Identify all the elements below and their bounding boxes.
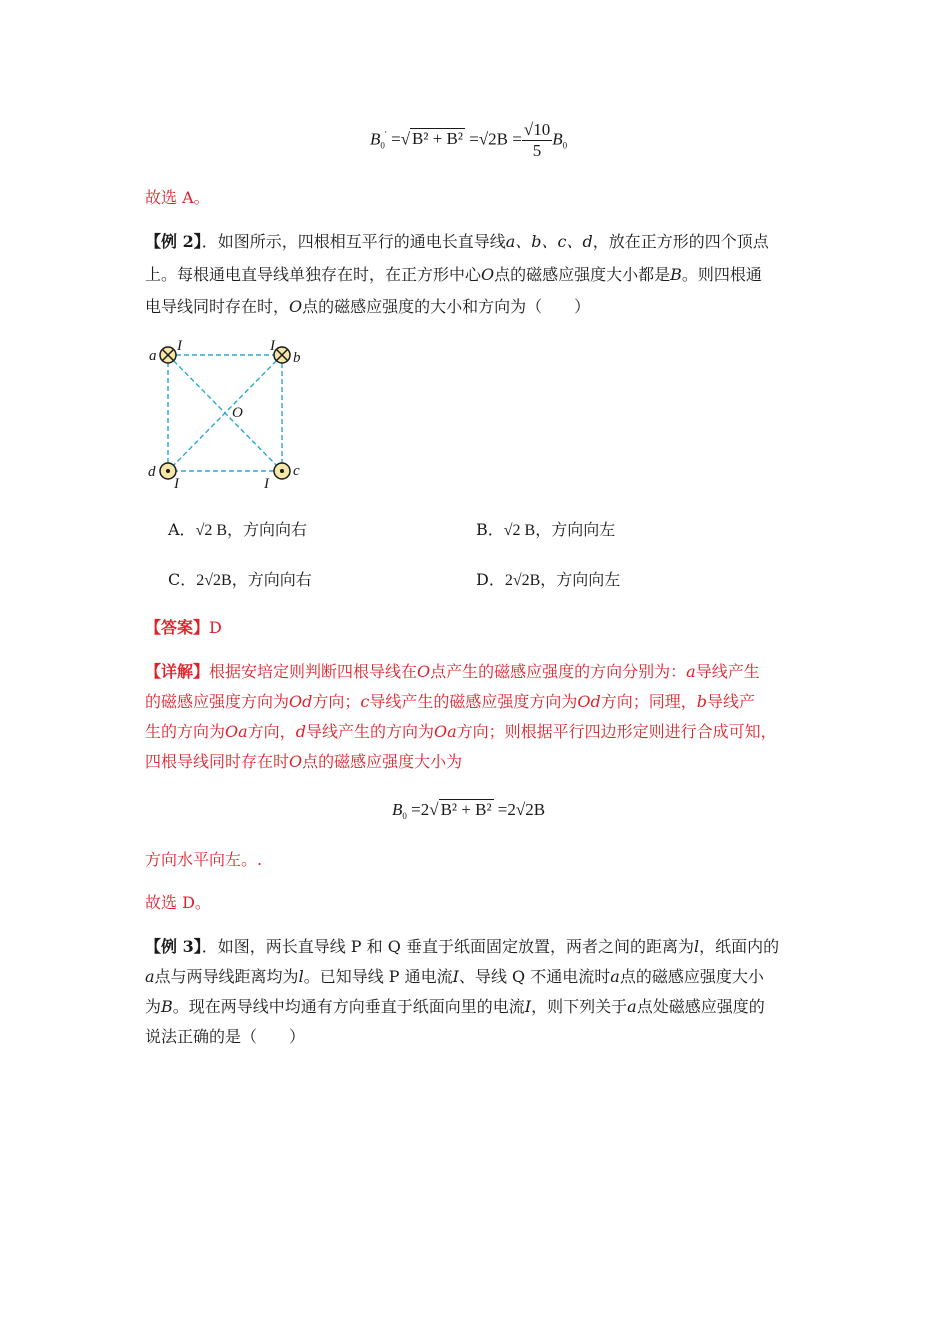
current-label-d: I	[174, 476, 179, 492]
detail-line1	[145, 662, 760, 682]
formula-prime: ′	[384, 129, 387, 140]
variable: l	[298, 967, 304, 986]
text: ．如图所示，四根相互平行的通电长直导线	[201, 232, 506, 251]
option-letter: B．	[476, 520, 504, 539]
corner-label-c: c	[293, 463, 300, 479]
variable: Oa	[225, 722, 248, 741]
current-label-b: I	[270, 338, 275, 354]
example3-line1	[145, 937, 779, 957]
text: ，纸面内的	[699, 937, 780, 956]
variable: b	[696, 692, 707, 711]
formula-eq: =2	[411, 800, 430, 819]
example2-line2	[145, 265, 762, 285]
text: 根据安培定则判断四根导线在	[209, 662, 418, 681]
select-answer-a: 故选 A。	[145, 188, 210, 207]
option-value: √2 B	[195, 522, 228, 539]
option-text: ，方向向右	[227, 520, 308, 539]
variable: O	[289, 297, 303, 316]
option-b[interactable]	[476, 520, 615, 541]
formula-subscript: 0	[562, 140, 568, 151]
wire-b-into-icon	[274, 347, 290, 363]
example3-line3	[145, 997, 765, 1017]
text: ，放在正方形的四个顶点	[592, 232, 769, 251]
select-answer-d: 故选 D。	[145, 893, 211, 912]
current-label-c: I	[264, 476, 269, 492]
variable: B	[670, 265, 682, 284]
option-text: ，方向向右	[231, 570, 312, 589]
detail-label: 【详解】	[145, 662, 210, 681]
text: 电导线同时存在时，	[145, 297, 290, 316]
radicand: B² + B²	[412, 129, 463, 149]
text: 点的磁感应强度的大小和方向为（ ）	[302, 297, 591, 316]
text: 点处磁感应强度的	[636, 997, 765, 1016]
variable: B	[161, 997, 173, 1016]
text: 点的磁感应强度大小	[619, 967, 764, 986]
option-value: 2√2B	[196, 572, 232, 589]
option-text: ，方向向左	[535, 520, 616, 539]
formula-b0-result	[370, 120, 567, 161]
equals-sign: =	[469, 129, 479, 149]
formula-eq: =2√2B	[497, 800, 546, 819]
text: ．如图，两长直导线 P 和 Q 垂直于纸面固定放置，两者之间的距离为	[201, 937, 694, 956]
variable: O	[481, 265, 495, 284]
corner-label-b: b	[293, 350, 301, 366]
text: 方向；	[312, 692, 361, 711]
option-text: ，方向向左	[540, 570, 621, 589]
option-d[interactable]	[476, 570, 620, 591]
option-value: 2√2B	[504, 572, 541, 589]
text: 点的磁感应强度大小为	[302, 752, 463, 771]
example3-line4: 说法正确的是（ ）	[145, 1027, 306, 1046]
text: 四根导线同时存在时	[145, 752, 290, 771]
example2-line1	[145, 232, 769, 252]
variable: a	[686, 662, 696, 681]
formula-symbol: B	[370, 129, 381, 149]
center-label-o: O	[232, 405, 243, 421]
detail-line4	[145, 752, 462, 772]
answer-line	[145, 618, 222, 638]
fraction	[522, 120, 552, 161]
wire-a-into-icon	[160, 347, 176, 363]
example3-line2	[145, 967, 764, 987]
variable: d	[295, 722, 306, 741]
variable: Od	[577, 692, 601, 711]
formula-symbol: B	[552, 129, 563, 149]
formula-symbol: B	[392, 800, 403, 819]
fraction-denominator: 5	[532, 141, 542, 160]
option-c[interactable]	[168, 570, 312, 591]
text: 生的方向为	[145, 722, 226, 741]
formula-subscript: 0	[402, 811, 407, 821]
text: 方向；则根据平行四边形定则进行合成可知，	[456, 722, 777, 741]
example2-line3	[145, 297, 590, 317]
text: 。则四根通	[681, 265, 762, 284]
variable: O	[289, 752, 303, 771]
detail-line2	[145, 692, 755, 712]
variable: a、b、c、d	[505, 232, 593, 251]
formula-b0-total	[392, 800, 545, 821]
wire-c-out-icon	[274, 463, 290, 479]
text: 方向；同理，	[600, 692, 697, 711]
text: 点与两导线距离均为	[154, 967, 299, 986]
variable: c	[360, 692, 370, 711]
text: 为	[145, 997, 162, 1016]
equals-sign: =√	[391, 129, 411, 149]
example-label: 【例 2】	[145, 232, 202, 251]
option-value: √2 B	[503, 522, 536, 539]
direction-line: 方向水平向左。.	[145, 850, 263, 869]
option-letter: C．	[168, 570, 197, 589]
corner-label-a: a	[149, 348, 157, 364]
option-letter: A．	[168, 520, 196, 539]
text: 点产生的磁感应强度的方向分别为：	[430, 662, 687, 681]
variable: a	[627, 997, 637, 1016]
variable: a	[610, 967, 620, 986]
answer-label: 【答案】	[145, 618, 210, 637]
fraction-numerator: √10	[523, 120, 551, 139]
variable: l	[693, 937, 700, 956]
text: 点的磁感应强度大小都是	[494, 265, 671, 284]
option-letter: D．	[476, 570, 505, 589]
formula-subscript: 0	[380, 140, 385, 151]
square-wires-diagram	[140, 335, 320, 495]
text: 导线产生的磁感应强度方向为	[369, 692, 578, 711]
radical-sign: √	[429, 800, 439, 819]
text: 。现在两导线中均通有方向垂直于纸面向里的电流	[172, 997, 525, 1016]
variable: Od	[289, 692, 313, 711]
answer-value: D	[209, 618, 222, 637]
text: ，则下列关于	[531, 997, 628, 1016]
text: 导线产生的方向为	[305, 722, 434, 741]
variable: Oa	[433, 722, 457, 741]
text: 上。每根通电直导线单独存在时，在正方形中心	[145, 265, 482, 284]
variable: I	[524, 997, 532, 1016]
equals-sign: =	[512, 129, 522, 149]
text: 的磁感应强度方向为	[145, 692, 290, 711]
text: 、导线 Q 不通电流时	[458, 967, 611, 986]
variable: O	[417, 662, 431, 681]
detail-line3	[145, 722, 777, 742]
radicand: B² + B²	[440, 800, 492, 819]
example-label: 【例 3】	[145, 937, 202, 956]
current-label-a: I	[177, 338, 182, 354]
text: 导线产	[707, 692, 756, 711]
text: 导线产生	[695, 662, 760, 681]
text: 。已知导线 P 通电流	[303, 967, 453, 986]
text: 方向，	[247, 722, 296, 741]
option-a[interactable]	[168, 520, 307, 541]
corner-label-d: d	[148, 464, 156, 480]
formula-middle: √2B	[478, 129, 509, 149]
variable: a	[145, 967, 155, 986]
variable: I	[452, 967, 459, 986]
